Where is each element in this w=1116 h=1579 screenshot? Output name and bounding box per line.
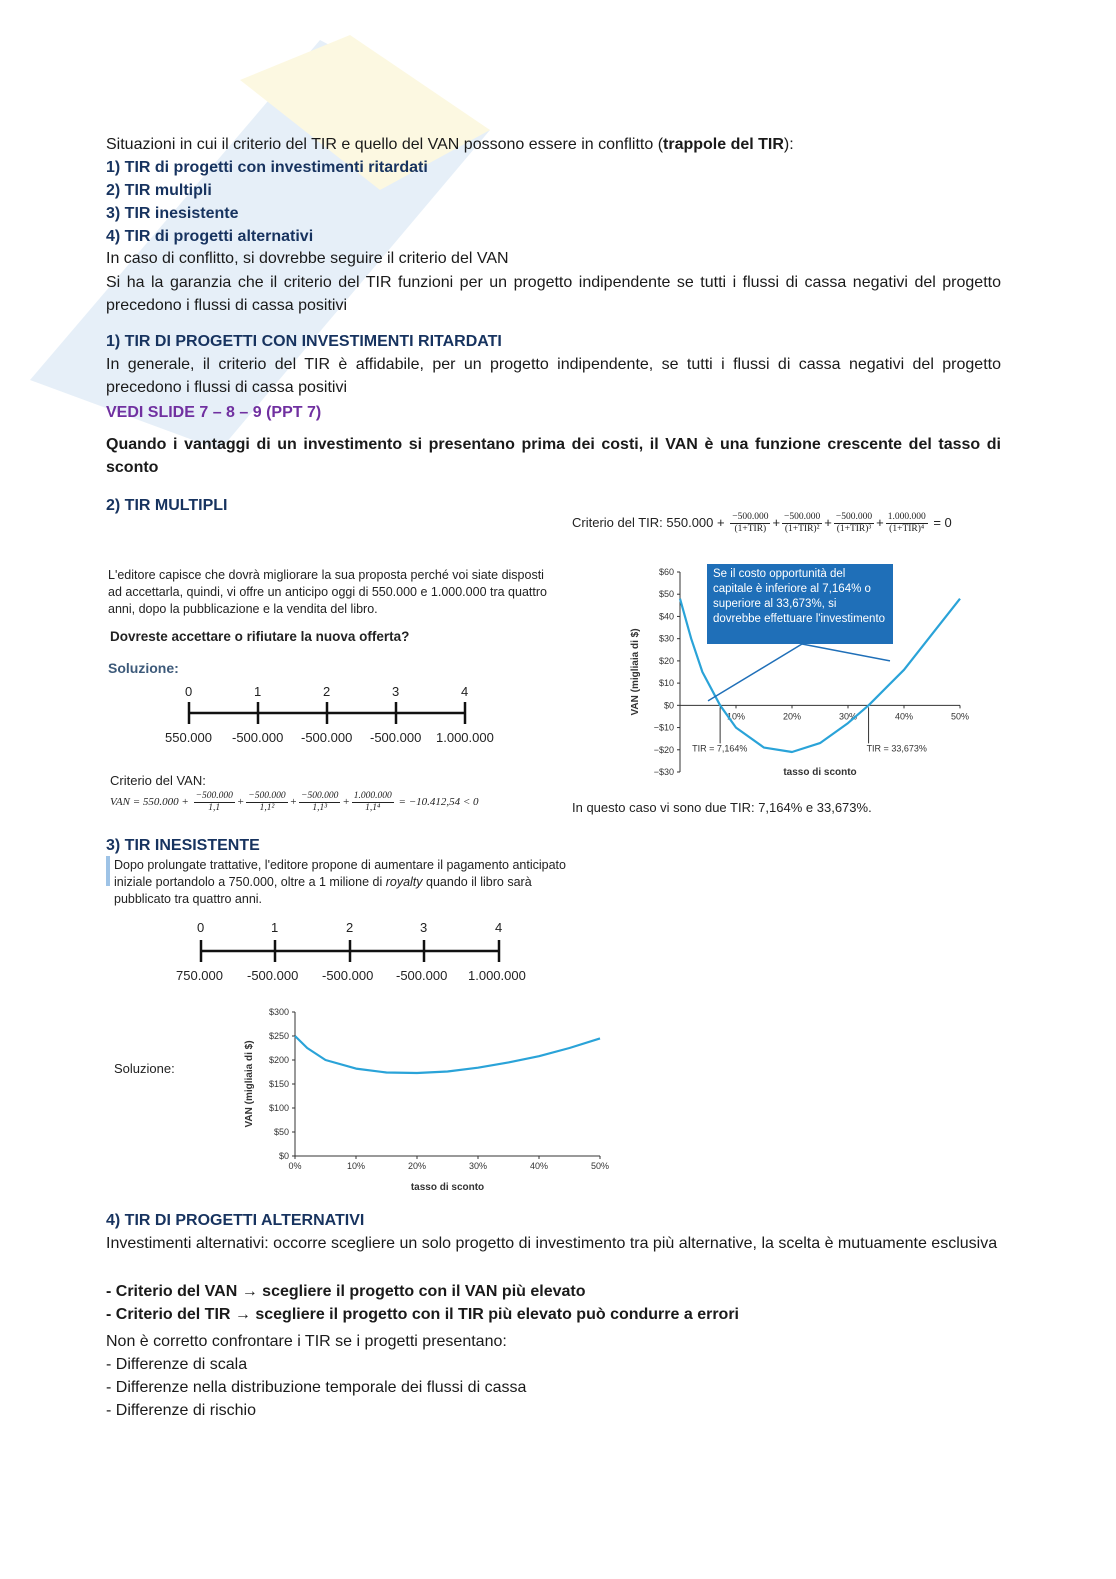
y-axis-title: VAN (migliaia di $) [244,1040,255,1128]
chart-multiple-irr [620,560,980,785]
van-label: Criterio del VAN: [110,773,206,788]
section1-body: In generale, il criterio del TIR è affidabile, per un progetto indipendente, se tutti i flussi di cassa negativi del progetto precedono i flussi di cassa positivi [106,356,1001,396]
x-tick-label: 40% [894,711,914,722]
period-label: 0 [185,684,193,699]
y-tick-label: $0 [278,1151,289,1161]
solution-label: Soluzione: [108,660,179,676]
x-axis-title: tasso di sconto [410,1182,485,1193]
tir-formula: Criterio del TIR: 550.000 + $\frac{-500.000}{\text{(1+TIR)}}$ + $\frac{-500.000}{\text{(1+TIR)²}}$ + $\frac{-500.000}{\text{(1+TIR)³}}$ + $\frac{1.000.000}{\text{(1+TIR)⁴}}$ = 0 [572,512,952,534]
x-tick-label: 10% [346,1161,366,1171]
trap-item: 1) TIR di progetti con investimenti ritardati [106,159,428,176]
y-tick-label: −$30 [653,767,674,777]
quote-bar [106,856,110,886]
difference-item: - Differenze di scala [106,1356,248,1373]
cash-flow: -500.000 [396,968,448,983]
callout-arrow-right [802,644,890,661]
guarantee-note: Si ha la garanzia che il criterio del TIR funzioni per un progetto indipendente se tutti i flussi di cassa negativi del progetto precedono i flussi di cassa positivi [106,274,1001,314]
section4-title: 4) TIR DI PROGETTI ALTERNATIVI [106,1212,365,1229]
trap-item: 2) TIR multipli [106,182,212,199]
irr-annotation: TIR = 33,673% [866,743,927,754]
section2-question: Dovreste accettare o rifiutare la nuova offerta? [110,629,410,644]
cash-flow: 550.000 [165,730,212,745]
section4-body: Investimenti alternativi: occorre scegliere un solo progetto di investimento tra più alternative, la scelta è mutuamente esclusiva [106,1235,998,1252]
section3-problem: Dopo prolungate trattative, l'editore propone di aumentare il pagamento anticipato iniziale portandolo a 750.000, oltre a 1 milione di royalty quando il libro sarà pubblicato tra quattro anni. [114,858,566,906]
timeline-none [172,920,542,990]
x-tick-label: 20% [407,1161,427,1171]
section3-title: 3) TIR INESISTENTE [106,837,260,854]
section2-title: 2) TIR MULTIPLI [106,497,228,514]
x-tick-label: 20% [782,711,802,722]
y-tick-label: $60 [658,567,674,577]
y-tick-label: $300 [268,1007,289,1017]
trap-item: 3) TIR inesistente [106,205,239,222]
x-tick-label: 30% [838,711,858,722]
period-label: 1 [254,684,262,699]
period-label: 1 [271,920,279,935]
period-label: 3 [420,920,428,935]
cash-flow: 750.000 [176,968,223,983]
y-tick-label: −$10 [653,722,674,733]
x-tick-label: 30% [468,1161,488,1171]
x-tick-label: 40% [529,1161,549,1171]
rule-tir: - Criterio del TIR → scegliere il progetto con il TIR più elevato può condurre a errori [106,1306,739,1323]
x-tick-label: 50% [950,711,970,722]
period-label: 2 [346,920,354,935]
y-tick-label: −$20 [653,744,674,755]
y-tick-label: $30 [658,633,674,644]
section3-solution-label: Soluzione: [114,1061,175,1076]
y-tick-label: $50 [273,1127,289,1137]
timeline-multiple [160,684,494,754]
y-tick-label: $250 [268,1031,289,1041]
y-tick-label: $100 [268,1103,289,1113]
y-axis-title: VAN (migliaia di $) [630,628,641,716]
cash-flow: 1.000.000 [468,968,526,983]
trap-item: 4) TIR di progetti alternativi [106,228,314,245]
x-tick-label: 50% [590,1161,610,1171]
chart2-svg [240,1000,620,1200]
period-label: 4 [461,684,469,699]
y-tick-label: $40 [658,611,674,622]
difference-item: - Differenze nella distribuzione temporale dei flussi di cassa [106,1379,527,1396]
y-tick-label: $200 [268,1055,289,1065]
chart-no-irr [240,1000,620,1200]
conflict-note: In caso di conflitto, si dovrebbe seguire il criterio del VAN [106,250,509,267]
section1-bold-note: Quando i vantaggi di un investimento si presentano prima dei costi, il VAN è una funzione crescente del tasso di sconto [106,436,1001,476]
rule-van: - Criterio del VAN → scegliere il progetto con il VAN più elevato [106,1283,586,1300]
callout-arrow-left [708,644,802,701]
y-tick-label: $10 [658,678,674,689]
cash-flow: -500.000 [370,730,422,745]
difference-item: - Differenze di rischio [106,1402,256,1419]
callout-box: Se il costo opportunità del capitale è inferiore al 7,164% o superiore al 33,673%, si dovrebbe effettuare l'investimento [707,564,893,644]
y-tick-label: $20 [658,655,674,666]
x-axis-title: tasso di sconto [783,767,857,778]
y-tick-label: $0 [663,700,674,711]
period-label: 4 [495,920,503,935]
irr-annotation: TIR = 7,164% [692,743,748,754]
slides-reference: VEDI SLIDE 7 – 8 – 9 (PPT 7) [106,404,322,421]
cash-flow: -500.000 [247,968,299,983]
van-formula: VAN = 550.000 + $\frac{-500.000}{1,1}$ + $\frac{-500.000}{\text{1,1²}}$ + $\frac{-500.000}{\text{1,1³}}$ + $\frac{1.000.000}{\text{1,1⁴}}$ = −10.412,54 < 0 [110,791,479,813]
cash-flow: -500.000 [301,730,353,745]
van-curve [295,1036,600,1073]
intro-paragraph: Situazioni in cui il criterio del TIR e quello del VAN possono essere in conflitto (trappole del TIR): [106,136,794,153]
section2-conclusion: In questo caso vi sono due TIR: 7,164% e 33,673%. [572,800,872,815]
section2-problem: L'editore capisce che dovrà migliorare la sua proposta perché voi siate disposti ad accettarla, quindi, vi offre un anticipo oggi di 550.000 e 1.000.000 tra quattro anni, dopo la pubblicazione e la vendita del libro. [108,568,547,616]
period-label: 3 [392,684,400,699]
not-correct-note: Non è corretto confrontare i TIR se i progetti presentano: [106,1333,507,1350]
y-tick-label: $150 [268,1079,289,1089]
period-label: 2 [323,684,331,699]
y-tick-label: $50 [658,589,674,600]
period-label: 0 [197,920,205,935]
x-tick-label: 10% [726,711,746,722]
cash-flow: -500.000 [322,968,374,983]
cash-flow: -500.000 [232,730,284,745]
cash-flow: 1.000.000 [436,730,494,745]
section1-title: 1) TIR DI PROGETTI CON INVESTIMENTI RITARDATI [106,333,502,350]
x-tick-label: 0% [288,1161,302,1171]
